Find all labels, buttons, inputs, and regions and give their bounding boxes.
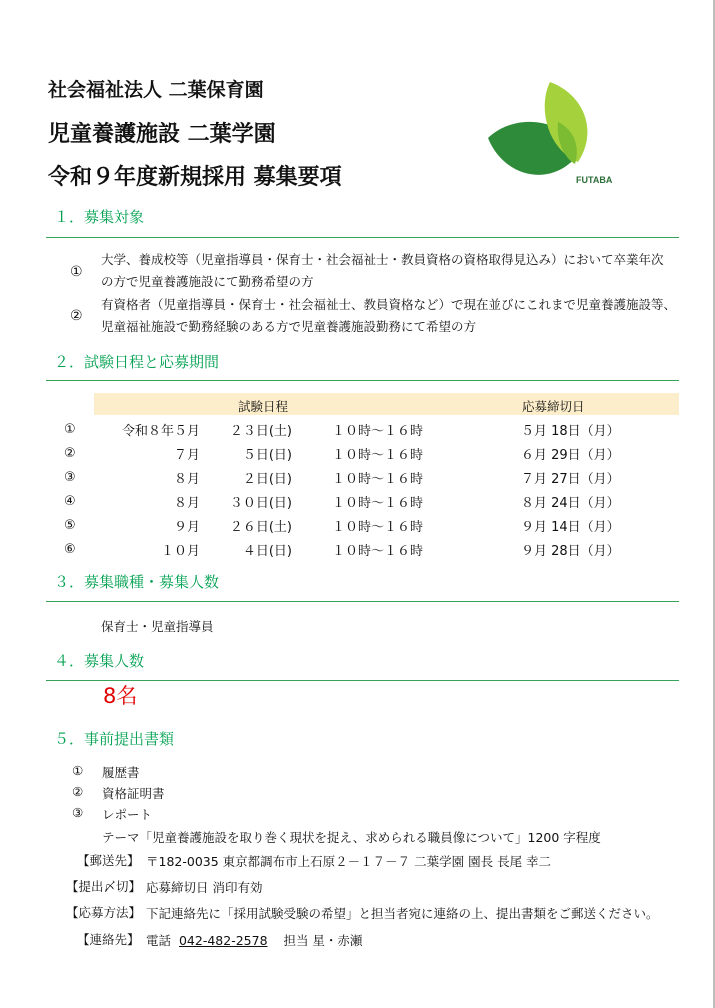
schedule-row-time: １０時～１６時 [332, 496, 424, 511]
job-types: 保育士・児童指導員 [101, 619, 214, 634]
schedule-row-deadline: ８月 24日（月） [521, 496, 620, 511]
contact-phone-link[interactable]: 042-482-2578 [178, 933, 268, 948]
contact-label: 【連絡先】 [77, 932, 140, 947]
schedule-row-deadline: ６月 29日（月） [521, 448, 620, 463]
mail-address: 〒182-0035 東京都調布市上石原２－１７－７ 二葉学園 園長 長尾 幸二 [146, 854, 552, 869]
section2-heading: ２．試験日程と応募期間 [54, 353, 220, 371]
section1-item2 [101, 294, 676, 338]
schedule-row-day: ４日(日) [242, 544, 292, 559]
section4-rule [46, 680, 679, 681]
schedule-row-month: 令和８年５月 [121, 424, 200, 439]
mail-label: 【郵送先】 [77, 853, 140, 868]
doc-marker: ① [72, 763, 84, 778]
section1-rule [46, 237, 679, 238]
schedule-row-month: ９月 [173, 520, 200, 535]
schedule-row-deadline: ５月 18日（月） [521, 424, 620, 439]
schedule-header-band [94, 393, 679, 415]
doc-marker: ③ [72, 805, 84, 820]
schedule-row-deadline: ７月 27日（月） [521, 472, 620, 487]
schedule-row-day: ２３日(土) [229, 424, 292, 439]
schedule-row-day: ５日(日) [242, 448, 292, 463]
schedule-row-marker: ④ [64, 494, 76, 509]
section1-item1-marker: ① [70, 264, 83, 280]
schedule-row-month: １０月 [160, 544, 200, 559]
schedule-row-day: ３０日(日) [229, 496, 292, 511]
schedule-row-day: ２日(日) [242, 472, 292, 487]
section1-item1-line2: の方で児童養護施設にて勤務希望の方 [101, 274, 314, 289]
schedule-row-deadline: ９月 14日（月） [521, 520, 620, 535]
hiring-count: 8名 [103, 684, 138, 708]
schedule-row-month: ８月 [173, 472, 200, 487]
section3-heading: ３．募集職種・募集人数 [54, 573, 220, 591]
schedule-row-time: １０時～１６時 [332, 520, 424, 535]
section4-heading: ４．募集人数 [54, 652, 145, 670]
deadline-value: 応募締切日 消印有効 [146, 880, 263, 895]
section1-item1 [101, 249, 664, 293]
section3-rule [46, 601, 679, 602]
facility-name: 児童養護施設 二葉学園 [48, 122, 276, 147]
section1-item2-line1: 有資格者（児童指導員・保育士・社会福祉士、教員資格など）で現在並びにこれまで児童養護施設等、 [101, 297, 677, 312]
schedule-row-marker: ③ [64, 470, 76, 485]
section1-item1-line1: 大学、養成校等（児童指導員・保育士・社会福祉士・教員資格の資格取得見込み）において卒業年次 [101, 252, 664, 267]
contact-prefix: 電話 [146, 933, 172, 948]
deadline-label: 【提出〆切】 [66, 879, 142, 894]
schedule-row-time: １０時～１６時 [332, 544, 424, 559]
schedule-row-marker: ⑥ [64, 542, 76, 557]
schedule-row-month: ７月 [173, 448, 200, 463]
doc-item: 資格証明書 [102, 786, 165, 801]
schedule-row-month: ８月 [173, 496, 200, 511]
schedule-row-marker: ⑤ [64, 518, 76, 533]
organization-name: 社会福祉法人 二葉保育園 [48, 79, 264, 101]
contact-person: 担当 星・赤瀬 [283, 933, 363, 948]
schedule-row-deadline: ９月 28日（月） [521, 544, 620, 559]
section1-heading: １．募集対象 [54, 208, 145, 226]
schedule-row-marker: ① [64, 422, 76, 437]
section1-item2-line2: 児童福祉施設で勤務経験のある方で児童養護施設勤務にて希望の方 [101, 319, 477, 334]
doc-item: レポート [102, 807, 153, 822]
schedule-row-time: １０時～１６時 [332, 472, 424, 487]
deadline-col-header: 応募締切日 [522, 399, 585, 414]
logo-text: FUTABA [576, 175, 613, 185]
futaba-leaf-logo [480, 80, 613, 190]
report-theme: テーマ「児童養護施設を取り巻く現状を捉え、求められる職員像について」1200 字程度 [102, 830, 601, 845]
recruitment-title: 令和９年度新規採用 募集要項 [48, 165, 342, 190]
schedule-row-marker: ② [64, 446, 76, 461]
schedule-row-time: １０時～１６時 [332, 424, 424, 439]
schedule-col-header: 試験日程 [238, 399, 289, 414]
doc-item: 履歴書 [102, 765, 140, 780]
section1-item2-marker: ② [70, 308, 83, 324]
contact-info [146, 931, 362, 949]
section2-rule [46, 380, 679, 381]
doc-marker: ② [72, 784, 84, 799]
schedule-row-time: １０時～１６時 [332, 448, 424, 463]
section5-heading: ５．事前提出書類 [54, 730, 175, 748]
method-label: 【応募方法】 [66, 905, 142, 920]
schedule-row-day: ２６日(土) [229, 520, 292, 535]
method-value: 下記連絡先に「採用試験受験の希望」と担当者宛に連絡の上、提出書類をご郵送ください。 [146, 906, 659, 921]
